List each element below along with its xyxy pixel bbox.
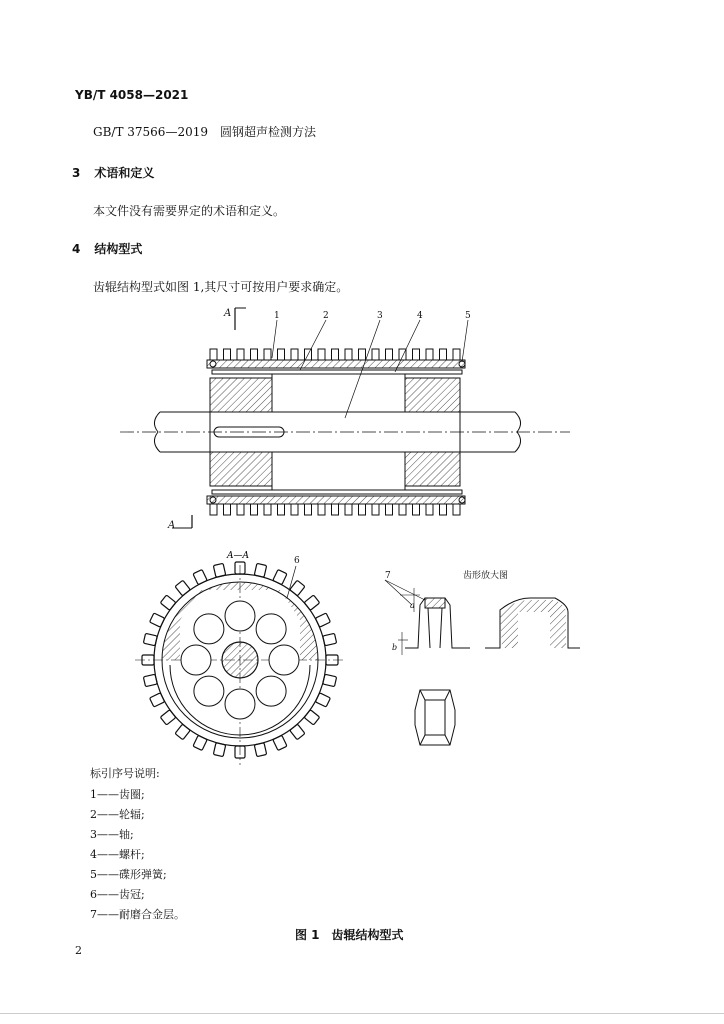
rod-hole: [194, 676, 224, 706]
section-3-title: 术语和定义: [94, 166, 155, 180]
tooth: [359, 349, 366, 360]
callout-2: 2: [323, 311, 329, 321]
tooth: [291, 504, 298, 515]
standard-number: YB/T 4058—2021: [75, 88, 189, 102]
tooth: [213, 563, 225, 577]
tooth: [372, 504, 379, 515]
tooth: [254, 563, 266, 577]
legend-item: 4——螺杆;: [90, 848, 145, 861]
tooth: [315, 613, 330, 627]
tooth: [175, 724, 190, 740]
tooth: [399, 504, 406, 515]
tooth: [251, 504, 258, 515]
tooth: [254, 743, 266, 757]
rod-hole: [194, 614, 224, 644]
legend-item: 2——轮辐;: [90, 808, 145, 821]
section-4-text: 齿辊结构型式如图 1,其尺寸可按用户要求确定。: [93, 280, 349, 294]
tooth: [359, 504, 366, 515]
tooth: [332, 504, 339, 515]
tooth: [453, 504, 460, 515]
tooth: [386, 504, 393, 515]
tooth: [210, 349, 217, 360]
section-3-number: 3: [72, 166, 81, 180]
longitudinal-view: [120, 349, 570, 515]
tooth: [345, 349, 352, 360]
tooth: [150, 693, 165, 707]
tooth: [237, 349, 244, 360]
callout-6: 6: [294, 556, 300, 566]
tooth: [318, 349, 325, 360]
tooth: [150, 613, 165, 627]
tooth: [291, 349, 298, 360]
tooth: [193, 570, 207, 585]
tooth: [372, 349, 379, 360]
tooth: [143, 674, 157, 686]
legend-title: 标引序号说明:: [90, 767, 160, 780]
tooth: [304, 595, 320, 610]
tooth: [213, 743, 225, 757]
tooth: [251, 349, 258, 360]
tooth: [426, 349, 433, 360]
tooth: [304, 710, 320, 725]
dim-a-label: a: [410, 601, 415, 610]
tooth: [413, 349, 420, 360]
tooth: [160, 710, 176, 725]
figure-caption: 图 1 齿辊结构型式: [295, 928, 404, 942]
tooth: [323, 633, 337, 645]
legend-item: 3——轴;: [90, 828, 134, 841]
normative-reference: GB/T 37566—2019 圆钢超声检测方法: [93, 125, 316, 139]
rod-hole: [225, 601, 255, 631]
tooth: [440, 349, 447, 360]
dim-b-label: b: [392, 643, 398, 652]
tooth: [160, 595, 176, 610]
tooth: [290, 580, 305, 596]
tooth: [332, 349, 339, 360]
detail-title: 齿形放大图: [463, 571, 509, 581]
rod-hole: [256, 676, 286, 706]
section-3-text: 本文件没有需要界定的术语和定义。: [93, 204, 286, 218]
page-number: 2: [75, 944, 82, 957]
rod-hole: [225, 689, 255, 719]
tooth: [224, 349, 231, 360]
tooth: [143, 633, 157, 645]
section-mark-top: A: [224, 308, 232, 319]
tooth: [210, 504, 217, 515]
tooth: [440, 504, 447, 515]
tooth: [453, 349, 460, 360]
callout-1: 1: [274, 311, 280, 321]
tooth: [290, 724, 305, 740]
footer-divider: [0, 1013, 724, 1014]
section-mark-bottom: A: [168, 520, 176, 531]
callout-5: 5: [465, 311, 471, 321]
tooth: [175, 580, 190, 596]
tooth: [273, 735, 287, 750]
callout-7: 7: [385, 571, 391, 581]
legend-item: 5——碟形弹簧;: [90, 868, 167, 881]
tooth: [413, 504, 420, 515]
tooth: [264, 504, 271, 515]
tooth: [264, 349, 271, 360]
rod-hole: [269, 645, 299, 675]
section-4-title: 结构型式: [94, 242, 143, 256]
tooth: [318, 504, 325, 515]
legend-item: 1——齿圈;: [90, 788, 145, 801]
callout-3: 3: [377, 311, 383, 321]
tooth: [305, 504, 312, 515]
tooth: [193, 735, 207, 750]
tooth: [273, 570, 287, 585]
legend-item: 7——耐磨合金层。: [90, 908, 185, 921]
callout-4: 4: [417, 311, 423, 321]
section-title: A—A: [227, 551, 249, 561]
section-4-number: 4: [72, 242, 81, 256]
rod-hole: [256, 614, 286, 644]
tooth: [278, 349, 285, 360]
tooth: [323, 674, 337, 686]
rod-hole: [181, 645, 211, 675]
cross-section-view: [135, 562, 345, 765]
tooth: [315, 693, 330, 707]
legend-item: 6——齿冠;: [90, 888, 145, 901]
tooth: [386, 349, 393, 360]
tooth: [278, 504, 285, 515]
tooth: [345, 504, 352, 515]
tooth: [237, 504, 244, 515]
tooth: [224, 504, 231, 515]
tooth: [426, 504, 433, 515]
